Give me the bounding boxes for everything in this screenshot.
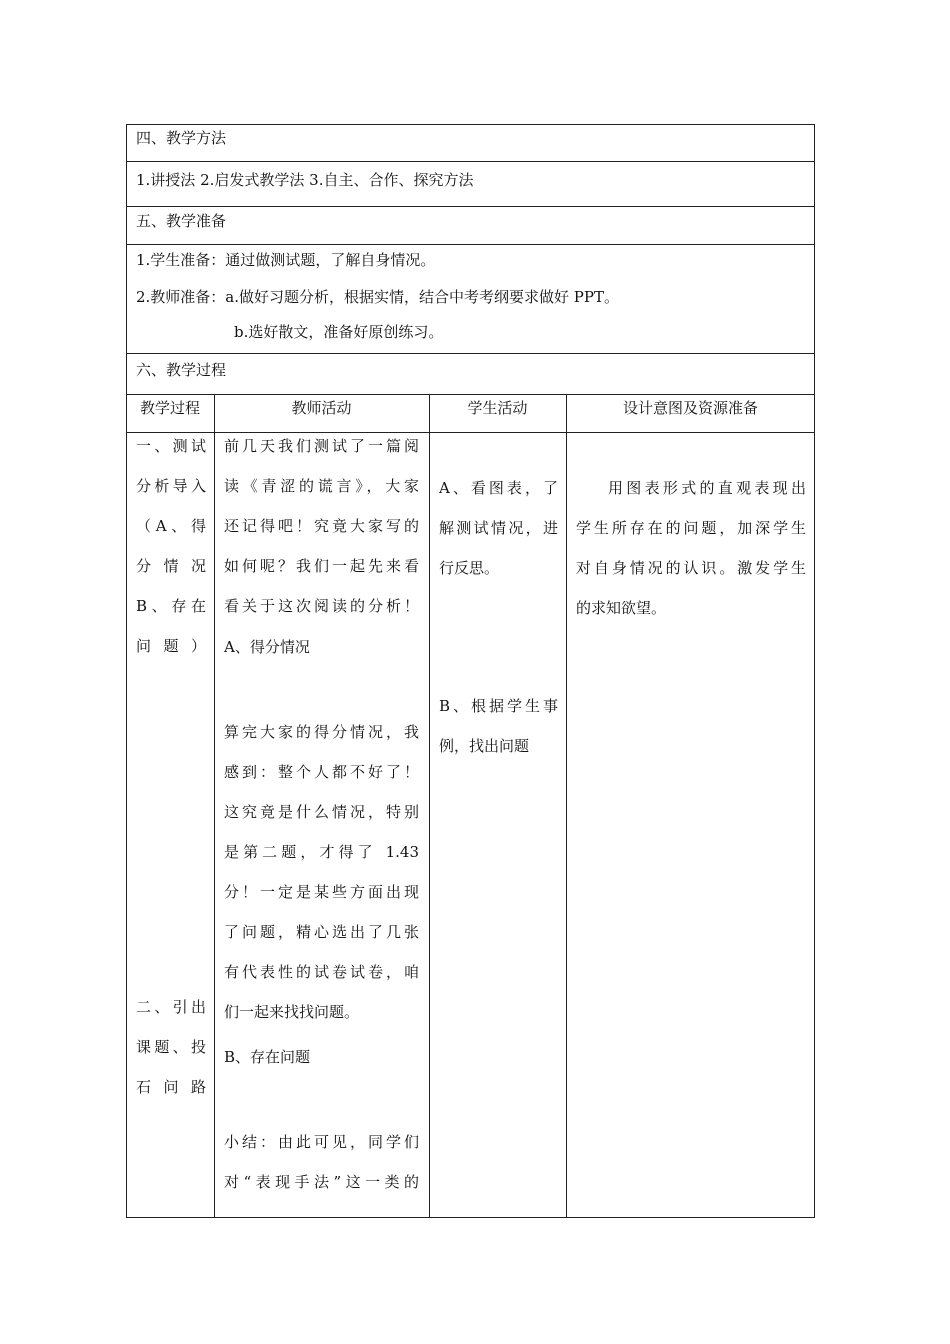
header-teacher-activity: 教师活动 <box>291 399 352 417</box>
teacher-score-label: A、得分情况 <box>224 638 310 656</box>
column-divider <box>566 394 567 1218</box>
text-line: 行反思。 <box>439 559 500 577</box>
text-line: 读《青涩的谎言》，大家 <box>224 477 419 495</box>
column-divider <box>214 394 215 1218</box>
stage-line: 一、测试 <box>136 437 206 455</box>
teaching-preparation-heading: 五、教学准备 <box>136 212 227 230</box>
student-activity-a <box>439 478 558 598</box>
header-design-intent: 设计意图及资源准备 <box>622 399 758 417</box>
stage-line: （A、得 <box>136 517 206 535</box>
text-line: 还记得吧！究竟大家写的 <box>224 517 419 535</box>
teacher-summary-paragraph <box>224 1132 419 1212</box>
text-line: 的求知欲望。 <box>576 599 667 617</box>
text-line: 是第二题，才得了 1.43 <box>224 843 419 861</box>
stage-introduce-topic <box>136 997 206 1117</box>
text-line: 对“表现手法”这一类的 <box>224 1173 419 1191</box>
text-line: 分！一定是某些方面出现 <box>224 883 419 901</box>
text-line: 前几天我们测试了一篇阅 <box>224 437 419 455</box>
text-line: 如何呢？我们一起先来看 <box>224 557 419 575</box>
header-process: 教学过程 <box>139 399 200 417</box>
text-line: 这究竟是什么情况，特别 <box>224 803 419 821</box>
stage-line: 二、引出 <box>136 998 206 1016</box>
teaching-method-heading: 四、教学方法 <box>136 129 227 147</box>
text-line: 有代表性的试卷试卷，咱 <box>224 963 419 981</box>
text-line: 们一起来找找问题。 <box>224 1003 360 1021</box>
stage-line: 课题、投 <box>136 1038 206 1056</box>
row-divider <box>126 394 815 395</box>
student-preparation: 1.学生准备：通过做测试题，了解自身情况。 <box>136 251 436 269</box>
stage-line: 分析导入 <box>136 477 206 495</box>
row-divider <box>126 206 815 207</box>
stage-line: 石问路 <box>136 1078 206 1096</box>
text-line: B、根据学生事 <box>439 697 558 715</box>
design-intent-text <box>576 478 806 638</box>
teacher-score-paragraph <box>224 722 419 1042</box>
stage-test-analysis <box>136 436 206 676</box>
header-student-activity: 学生活动 <box>467 399 528 417</box>
column-divider <box>429 394 430 1218</box>
teaching-method-content: 1.讲授法 2.启发式教学法 3.自主、合作、探究方法 <box>136 171 474 189</box>
stage-line: 问题） <box>136 637 206 655</box>
teaching-process-heading: 六、教学过程 <box>136 361 227 379</box>
text-line: A、看图表，了 <box>439 479 558 497</box>
teacher-preparation-b: b.选好散文，准备好原创练习。 <box>234 323 444 341</box>
row-divider <box>126 432 815 433</box>
row-divider <box>126 161 815 162</box>
stage-line: B、存在 <box>136 597 206 615</box>
text-line: 了问题，精心选出了几张 <box>224 923 419 941</box>
text-line: 看关于这次阅读的分析！ <box>224 597 419 615</box>
text-line: 学生所存在的问题，加深学生 <box>576 519 806 537</box>
text-line: 对自身情况的认识。激发学生 <box>576 559 806 577</box>
stage-line: 分情况 <box>136 557 206 575</box>
text-line: 解测试情况，进 <box>439 519 558 537</box>
row-divider <box>126 244 815 245</box>
student-activity-b <box>439 696 558 776</box>
text-line: 例，找出问题 <box>439 737 530 755</box>
row-divider <box>126 353 815 354</box>
teacher-preparation-a: 2.教师准备：a.做好习题分析，根据实情，结合中考考纲要求做好 PPT。 <box>136 288 619 306</box>
text-line: 小结：由此可见，同学们 <box>224 1133 419 1151</box>
text-line: 感到：整个人都不好了！ <box>224 763 419 781</box>
text-line: 算完大家的得分情况，我 <box>224 723 419 741</box>
teacher-intro-paragraph <box>224 436 419 636</box>
text-line: 用图表形式的直观表现出 <box>608 479 806 497</box>
teacher-problem-label: B、存在问题 <box>224 1048 311 1066</box>
